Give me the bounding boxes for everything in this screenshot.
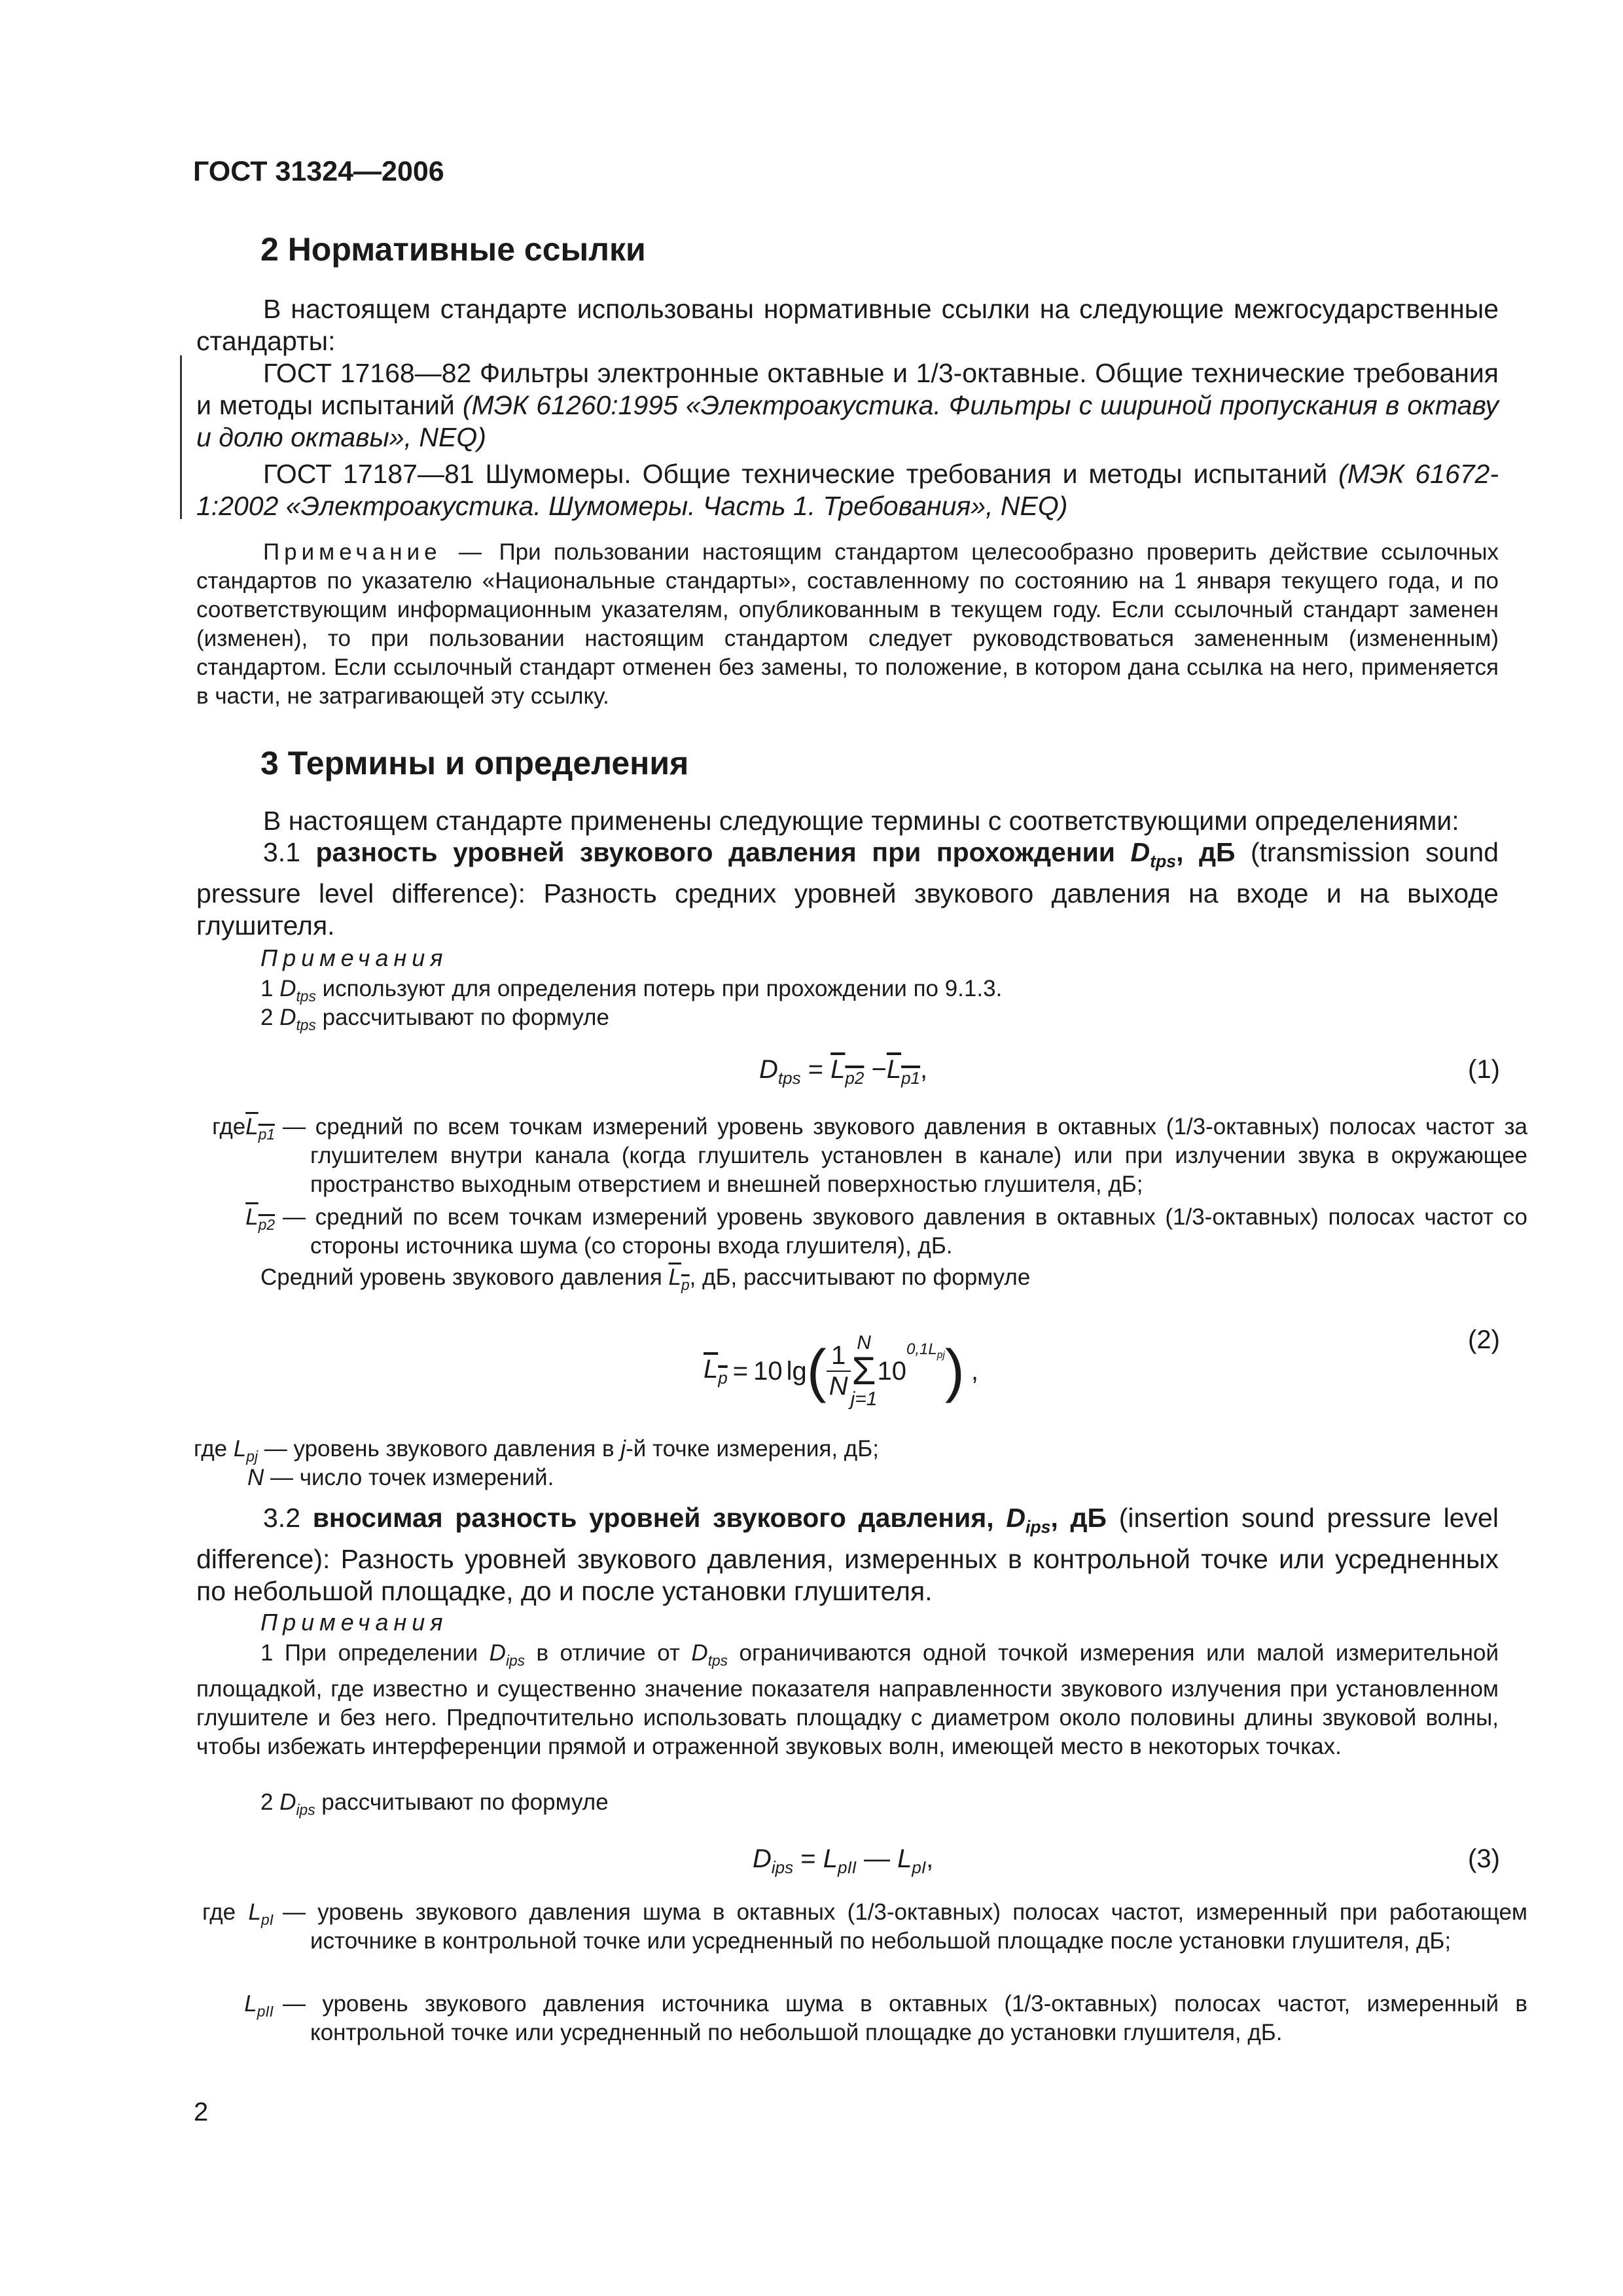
eq-symbol: D: [753, 1844, 772, 1873]
eq-sub: p1: [258, 1126, 275, 1143]
eq-l: L: [830, 1055, 846, 1084]
equation-1-number: (1): [1468, 1055, 1500, 1084]
eq-paren-open: (: [806, 1338, 827, 1404]
eq-sub: pII: [257, 2003, 274, 2020]
term-3-2-definition: Разность уровней звукового давления, измеренных в контрольной точке или усредненных по небольшой площадке, до и после установки глушителя.: [196, 1544, 1499, 1607]
eq-lg: lg: [786, 1356, 807, 1386]
eq-ten: 10: [753, 1356, 783, 1386]
eq-sub: ips: [771, 1857, 794, 1877]
eq-l: L: [244, 1991, 257, 2017]
where-word: где: [194, 1436, 228, 1462]
symbol-sub: tps: [296, 1016, 316, 1033]
term-3-1-english: (transmission sound pressure level difference):: [196, 837, 1499, 909]
term-3-2-unit: , дБ: [1050, 1503, 1107, 1533]
note-text: 1 При определении: [260, 1640, 490, 1666]
eq-sub: p2: [845, 1068, 865, 1088]
note-text: При пользовании настоящим стандартом целесообразно проверить действие ссылочных стандартов по указателю «Национальные стандарты», составленному по состоянию на 1 января текущего года, и по соответствующим информационным указателям, опубликованным в текущем году. Если ссылочный стандарт заменен (изменен), то при пользовании настоящим стандартом следует руководствоваться замененным (измененным) стандартом. Если ссылочный стандарт отменен без замены, то положение, в котором дана ссылка на него, применяется в части, не затрагивающей эту ссылку.: [196, 539, 1499, 709]
where-word: где: [212, 1114, 246, 1139]
eq-overline-term: [245, 1114, 275, 1143]
term-3-1-name: разность уровней звукового давления при прохождении: [315, 837, 1116, 867]
definition-term: [171, 1113, 275, 1149]
eq-overline-term: [830, 1055, 865, 1088]
note-3-2-2: [260, 1788, 609, 1824]
note-text: рассчитывают по формуле: [315, 1005, 609, 1030]
avg-text: Средний уровень звукового давления: [260, 1265, 669, 1290]
eq-l: L: [668, 1265, 681, 1290]
eq-overline-term: [886, 1055, 920, 1088]
definition-term: [190, 1990, 274, 2026]
eq-sub: tps: [777, 1068, 801, 1088]
equation-2: [704, 1322, 978, 1420]
change-bar: [180, 355, 182, 519]
note-text: используют для определения потерь при прохождении по 9.1.3.: [315, 976, 1003, 1001]
eq-sub: pI: [912, 1857, 927, 1877]
document-header: ГОСТ 31324—2006: [193, 156, 444, 187]
term-3-1-symbol: D: [1130, 837, 1150, 867]
eq-l: L: [245, 1204, 259, 1230]
eq-sum-bottom: j=1: [850, 1388, 878, 1410]
definition-text: — уровень звукового давления в: [258, 1436, 621, 1462]
note-text: рассчитывают по формуле: [315, 1789, 609, 1815]
notes-label-3-2: Примечания: [260, 1609, 448, 1636]
avg-text: , дБ, рассчитывают по формуле: [689, 1265, 1031, 1290]
reference-gost-17187-text: ГОСТ 17187—81 Шумомеры. Общие технические требования и методы испытаний: [263, 459, 1339, 489]
term-3-2: [196, 1502, 1499, 1607]
definition-body: — средний по всем точкам измерений уровень звукового давления в октавных (1/3-октавных) полосах частот за глушителем внутри канала (когда глушитель установлен в канале) или при излучении звука в окружающее пространство выходным отверстием и внешней поверхностью глушителя, дБ;: [283, 1114, 1527, 1197]
symbol-sub: tps: [296, 988, 316, 1005]
section-2-intro: В настоящем стандарте использованы нормативные ссылки на следующие межгосударственные стандарты:: [196, 294, 1499, 356]
eq-sub: p: [718, 1367, 728, 1388]
eq-l: L: [245, 1114, 259, 1139]
eq-sub: p2: [258, 1216, 275, 1233]
section-2-note: [196, 538, 1499, 711]
eq-denominator: N: [829, 1372, 848, 1401]
definition-term: [171, 1203, 275, 1239]
equation-3: $D_{ips} = L_{pII}$ — $L_{pI}$,: [753, 1844, 934, 1877]
eq-symbol: D: [759, 1055, 778, 1084]
term-3-2-number: 3.2: [263, 1503, 300, 1533]
average-level-intro: [260, 1263, 1030, 1299]
note-text: ограничиваются одной точкой измерения или малой измерительной площадкой, где известно и существенно значение показателя направленности звукового излучения при установленном глушителе и без него. Предпочтительно использовать площадку с диаметром около половины длины звуковой волны, чтобы избежать интерференции прямой и отраженной звуковых волн, имеющей место в некоторых точках.: [196, 1640, 1499, 1759]
eq-l: L: [897, 1844, 912, 1873]
symbol-d: D: [279, 1005, 296, 1030]
term-3-1-unit: , дБ: [1176, 837, 1236, 867]
eq-paren-close: ): [944, 1338, 965, 1404]
symbol-sub: ips: [505, 1652, 526, 1669]
definition-body: — средний по всем точкам измерений уровень звукового давления в октавных (1/3-октавных) полосах частот со стороны источника шума (со стороны входа глушителя), дБ.: [283, 1204, 1527, 1259]
reference-gost-17168-text: ГОСТ 17168—82 Фильтры электронные октавные и 1/3-октавные. Общие технические требования и методы испытаний: [196, 358, 1499, 420]
definition-n-symbol: N: [247, 1465, 264, 1490]
eq-tail: ,: [971, 1356, 978, 1386]
eq-sum-top: N: [857, 1332, 871, 1354]
eq-l: L: [704, 1354, 719, 1384]
eq-l: L: [886, 1055, 902, 1084]
section-3-intro: В настоящем стандарте применены следующие термины с соответствующими определениями:: [263, 806, 1459, 836]
eq-sub: pj: [246, 1448, 259, 1465]
definition-body: — уровень звукового давления шума в октавных (1/3-октавных) полосах частот, измеренный при работающем источнике в контрольной точке или усредненный по небольшой площадке после установки глушителя, дБ;: [283, 1899, 1527, 1954]
symbol-d: D: [489, 1640, 506, 1666]
eq-exponent: [906, 1340, 945, 1361]
term-3-1-number: 3.1: [263, 837, 300, 867]
section-2-title: 2 Нормативные ссылки: [260, 231, 646, 268]
eq-equals: =: [732, 1356, 749, 1386]
symbol-d: D: [279, 1789, 296, 1815]
eq-l: L: [233, 1436, 247, 1462]
term-3-1: [196, 836, 1499, 942]
eq-fraction: [827, 1341, 851, 1401]
term-3-2-symbol: D: [1006, 1503, 1026, 1533]
symbol-d: D: [279, 976, 296, 1001]
eq-exp-sub: pj: [936, 1349, 945, 1361]
eq-exp: 0,1L: [906, 1340, 937, 1358]
note-3-2-1: [196, 1639, 1499, 1761]
equation-1: $D_{tps} = L_{p2} -L_{p1}$,: [759, 1055, 928, 1088]
definition-text: — число точек измерений.: [264, 1465, 554, 1490]
symbol-d: D: [691, 1640, 708, 1666]
eq-sum: [851, 1333, 878, 1409]
eq-sub: p1: [901, 1068, 920, 1088]
notes-label-3-1: Примечания: [260, 944, 448, 971]
term-3-2-english: (insertion sound pressure level difference):: [196, 1503, 1499, 1575]
symbol-sub: ips: [296, 1801, 315, 1818]
note-number: 1: [260, 976, 274, 1001]
definition-n: [247, 1463, 554, 1492]
definition-j: j: [620, 1436, 626, 1462]
term-3-1-definition: Разность средних уровней звукового давления на входе и на выходе глушителя.: [196, 878, 1499, 941]
eq-sum-symbol: Σ: [851, 1349, 876, 1393]
eq-sub: pI: [261, 1911, 274, 1928]
definition-term: [190, 1898, 274, 1934]
eq-sub: p: [681, 1276, 690, 1293]
eq-l: L: [823, 1844, 838, 1873]
page-number: 2: [194, 2098, 209, 2126]
eq-tail: ,: [926, 1844, 934, 1873]
note-3-1-2: [260, 1003, 609, 1039]
term-3-1-symbol-sub: tps: [1150, 852, 1177, 872]
section-3-title: 3 Термины и определения: [260, 745, 689, 781]
reference-gost-17187-iec: (МЭК 61672-1:2002 «Электроакустика. Шумомеры. Часть 1. Требования», NEQ): [196, 459, 1499, 521]
eq-l: L: [248, 1899, 262, 1925]
term-3-2-symbol-sub: ips: [1025, 1517, 1051, 1537]
reference-gost-17168: [196, 357, 1499, 454]
note-number: 2: [260, 1005, 274, 1030]
eq-overline-term: [245, 1204, 275, 1233]
eq-numerator: 1: [827, 1341, 851, 1372]
eq-overline-term: [704, 1355, 728, 1388]
symbol-sub: tps: [707, 1652, 728, 1669]
reference-gost-17168-iec: (МЭК 61260:1995 «Электроакустика. Фильтры с шириной пропускания в октаву и долю октавы», NEQ): [196, 390, 1499, 452]
eq-sub: pII: [837, 1857, 857, 1877]
where-word: где: [202, 1899, 236, 1925]
eq-tail: ,: [920, 1055, 928, 1084]
note-number: 2: [260, 1789, 274, 1815]
definition-body: — уровень звукового давления источника шума в октавных (1/3-октавных) полосах частот, измеренный в контрольной точке или усредненный по небольшой площадке до установки глушителя, дБ.: [283, 1991, 1527, 2045]
definition-text: -й точке измерения, дБ;: [626, 1436, 879, 1462]
eq-dash: —: [856, 1844, 898, 1873]
eq-base: 10: [877, 1356, 906, 1386]
equation-2-number: (2): [1468, 1325, 1500, 1354]
equation-3-number: (3): [1468, 1844, 1500, 1873]
term-3-2-name: вносимая разность уровней звукового давления,: [312, 1503, 994, 1533]
note-text: в отличие от: [525, 1640, 692, 1666]
eq-overline-term: [668, 1265, 690, 1293]
reference-gost-17187: [196, 458, 1499, 522]
note-label: Примечание —: [263, 539, 487, 565]
